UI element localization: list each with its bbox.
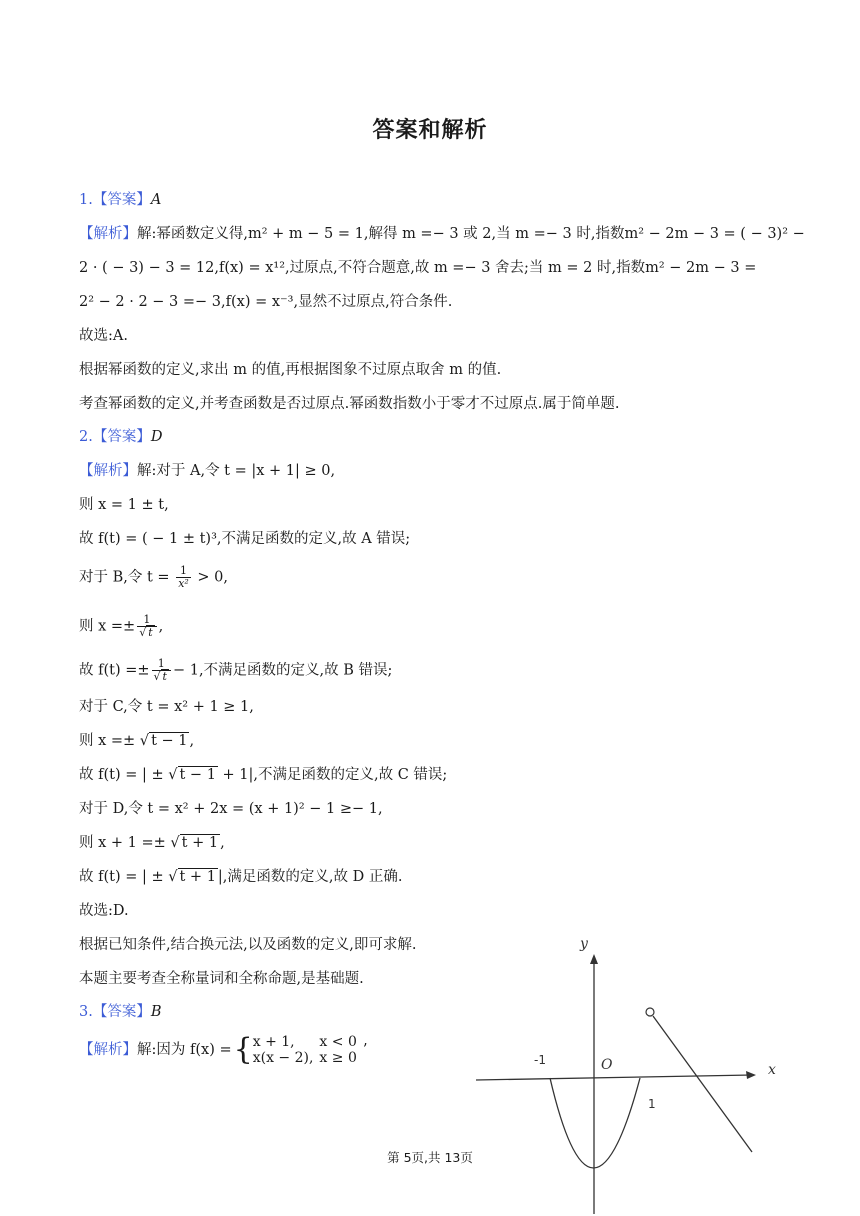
- case-row: [253, 1050, 363, 1066]
- q2-text-5a: 则 x =±: [79, 618, 136, 635]
- q2-answer-value: D: [150, 429, 163, 445]
- frac-num: 1: [137, 614, 156, 627]
- piecewise-cases: [253, 1034, 363, 1066]
- q1-analysis-line-1: [79, 224, 805, 244]
- q2-text-8: 则 x =± √ t − 1 ,: [79, 733, 195, 749]
- q2-text-11: 则 x + 1 =± √ t + 1 ,: [79, 835, 225, 851]
- q2-text-15: 本题主要考查全称量词和全称命题,是基础题.: [79, 971, 364, 987]
- y-axis-arrow: [590, 954, 598, 964]
- sqrt-arg: t: [162, 670, 167, 683]
- q3-text-tail: ’: [362, 1042, 368, 1058]
- q2-text-10: 对于 D,令 t = x² + 2x = (x + 1)² − 1 ≥− 1,: [79, 801, 383, 817]
- sqrt-arg: t − 1: [179, 767, 216, 783]
- q2-text-4: [79, 565, 228, 590]
- q1-text-5: 根据幂函数的定义,求出 m 的值,再根据图象不过原点取舍 m 的值.: [79, 362, 502, 378]
- q2-text-9: 故 f(t) = | ± √ t − 1 + 1|,不满足函数的定义,故 C 错误;: [79, 767, 448, 783]
- x-axis: [476, 1075, 752, 1080]
- q2-text-14: 根据已知条件,结合换元法,以及函数的定义,即可求解.: [79, 937, 417, 953]
- q2-text-1: 解:对于 A,令 t = |x + 1| ≥ 0,: [137, 463, 336, 479]
- q2-text-12c: |,满足函数的定义,故 D 正确.: [217, 869, 403, 885]
- q2-text-2: 则 x = 1 ± t,: [79, 497, 169, 513]
- q2-text-11c: ,: [220, 835, 225, 851]
- q3-answer-head: 3.【答案】: [79, 1004, 151, 1020]
- q2-text-4a: 对于 B,令 t =: [79, 569, 170, 586]
- case-expr: x + 1,: [252, 1034, 295, 1050]
- frac-den: x²: [178, 577, 189, 590]
- q2-text-3: 故 f(t) = ( − 1 ± t)³,不满足函数的定义,故 A 错误;: [79, 531, 411, 547]
- q2-text-5b: ,: [158, 618, 164, 635]
- x-axis-arrow: [746, 1071, 756, 1079]
- y-axis-label: y: [580, 936, 588, 952]
- function-graph: [470, 928, 790, 1216]
- q2-text-12: 故 f(t) = | ± √ t + 1 |,满足函数的定义,故 D 正确.: [79, 869, 403, 885]
- q2-text-7: 对于 C,令 t = x² + 1 ≥ 1,: [79, 699, 254, 715]
- case-cond: x < 0: [319, 1034, 357, 1050]
- fraction-1-over-sqrt-t: [152, 658, 171, 683]
- fraction-1-over-x2: [176, 565, 191, 590]
- q1-analysis-tag: 【解析】: [79, 226, 137, 242]
- q2-text-9c: + 1|,不满足函数的定义,故 C 错误;: [222, 767, 448, 783]
- sqrt-arg: t + 1: [181, 835, 219, 851]
- q2-text-4b: > 0,: [197, 569, 229, 586]
- q2-text-6b: − 1,不满足函数的定义,故 B 错误;: [172, 662, 393, 679]
- case-row: [253, 1034, 363, 1050]
- q2-answer-line: [79, 427, 162, 447]
- frac-num: 1: [152, 658, 171, 671]
- q3-text-lead: 解:因为 f(x) =: [137, 1042, 232, 1058]
- line-segment: [653, 1016, 752, 1152]
- sqrt-arg: t + 1: [179, 869, 216, 885]
- sqrt-arg: t − 1: [151, 733, 188, 749]
- q1-text-1: 解:幂函数定义得,m² + m − 5 = 1,解得 m =− 3 或 2,当 m =− 3 时,指数m² − 2m − 3 = ( − 3)² −: [137, 226, 805, 242]
- q1-text-6: 考查幂函数的定义,并考查函数是否过原点.幂函数指数小于零才不过原点.属于简单题.: [79, 396, 620, 412]
- frac-den: √ t: [153, 670, 167, 683]
- page-title: 答案和解析: [372, 118, 488, 143]
- cases-brace: {: [233, 1032, 253, 1067]
- q1-answer-line: [79, 190, 161, 210]
- one-label: 1: [648, 1097, 656, 1111]
- q2-text-11a: 则 x + 1 =±: [79, 835, 166, 851]
- origin-label: O: [601, 1057, 613, 1073]
- q1-answer-head: 1.【答案】: [79, 192, 151, 208]
- q3-answer-line: [79, 1002, 162, 1022]
- fraction-1-over-sqrt-t: [137, 614, 156, 639]
- case-expr: x(x − 2),: [252, 1050, 314, 1066]
- q3-analysis-tag: 【解析】: [79, 1042, 137, 1058]
- q2-text-5: [79, 614, 163, 639]
- frac-den: √ t: [139, 626, 153, 639]
- q2-text-9a: 故 f(t) = | ±: [79, 767, 164, 783]
- x-axis-label: x: [768, 1062, 776, 1078]
- page-footer: 第 5页,共 13页: [387, 1150, 473, 1165]
- q2-analysis-line-1: [79, 461, 335, 481]
- q2-text-8a: 则 x =±: [79, 733, 136, 749]
- q1-text-2: 2 · ( − 3) − 3 = 12,f(x) = x¹²,过原点,不符合题意,故 m =− 3 舍去;当 m = 2 时,指数m² − 2m − 3 =: [79, 260, 757, 276]
- q1-answer-value: A: [150, 192, 162, 208]
- q2-text-8c: ,: [189, 733, 195, 749]
- q3-analysis-line-1: [79, 1034, 367, 1066]
- q3-answer-value: B: [150, 1004, 162, 1020]
- q2-text-13: 故选:D.: [79, 903, 129, 919]
- q2-text-6: [79, 658, 392, 683]
- q2-text-12a: 故 f(t) = | ±: [79, 869, 164, 885]
- q1-text-4: 故选:A.: [79, 328, 128, 344]
- frac-num: 1: [176, 565, 191, 578]
- neg-one-label: -1: [534, 1053, 546, 1067]
- case-cond: x ≥ 0: [319, 1050, 357, 1066]
- q2-text-6a: 故 f(t) =±: [79, 662, 150, 679]
- sqrt-arg: t: [148, 626, 153, 639]
- q2-analysis-tag: 【解析】: [79, 463, 137, 479]
- q1-text-3: 2² − 2 · 2 − 3 =− 3,f(x) = x⁻³,显然不过原点,符合条件.: [79, 294, 453, 310]
- q2-answer-head: 2.【答案】: [79, 429, 151, 445]
- open-endpoint: [646, 1008, 654, 1016]
